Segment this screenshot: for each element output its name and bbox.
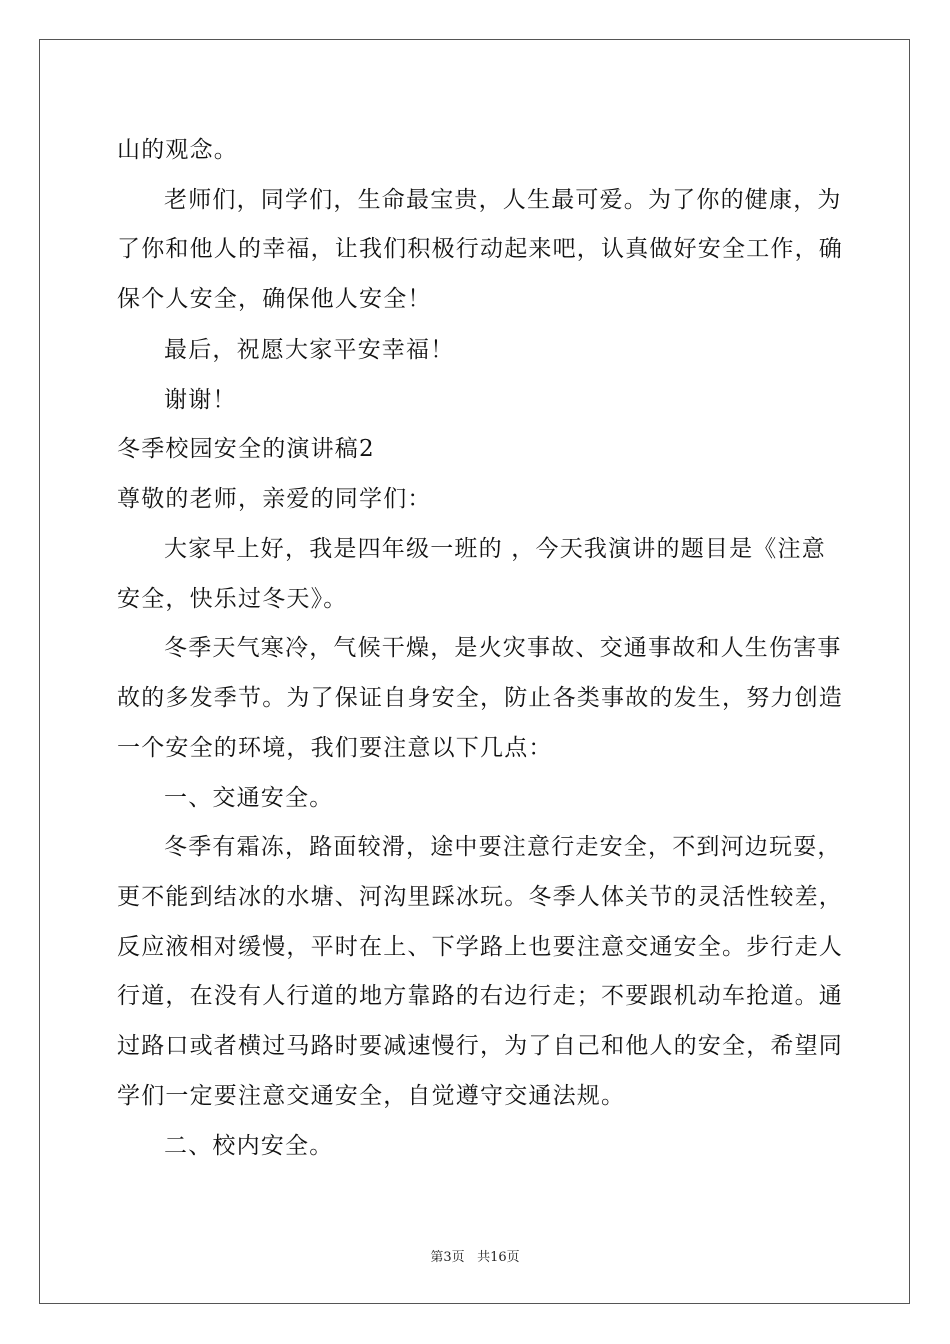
body-line: 山的观念。 (117, 137, 238, 163)
body-line: 保个人安全，确保他人安全！ (117, 286, 432, 312)
section-title: 冬季校园安全的演讲稿2 (117, 436, 375, 462)
body-line: 故的多发季节。为了保证自身安全，防止各类事故的发生，努力创造 (117, 685, 843, 711)
paragraph-start-line: 冬季天气寒冷，气候干燥，是火灾事故、交通事故和人生伤害事 (164, 635, 842, 661)
salutation-line: 尊敬的老师，亲爱的同学们： (117, 486, 432, 512)
page-total: 共16页 (477, 1250, 520, 1265)
paragraph-start-line: 大家早上好，我是四年级一班的 ，今天我演讲的题目是《注意 (164, 536, 826, 562)
page-frame (39, 39, 910, 1304)
body-line: 一个安全的环境，我们要注意以下几点： (117, 735, 553, 761)
subheading-line: 一、交通安全。 (164, 785, 334, 811)
paragraph-start-line: 最后，祝愿大家平安幸福！ (164, 337, 455, 363)
paragraph-start-line: 老师们，同学们，生命最宝贵，人生最可爱。为了你的健康，为 (164, 187, 842, 213)
body-line: 更不能到结冰的水塘、河沟里踩冰玩。冬季人体关节的灵活性较差， (117, 884, 843, 910)
page-footer (0, 1246, 950, 1265)
body-line: 学们一定要注意交通安全，自觉遵守交通法规。 (117, 1083, 626, 1109)
body-line: 行道，在没有人行道的地方靠路的右边行走；不要跟机动车抢道。通 (117, 983, 843, 1009)
paragraph-start-line: 谢谢！ (164, 387, 237, 413)
body-line: 过路口或者横过马路时要减速慢行，为了自己和他人的安全，希望同 (117, 1033, 843, 1059)
body-line: 了你和他人的幸福，让我们积极行动起来吧，认真做好安全工作，确 (117, 236, 843, 262)
page-number: 第3页 (430, 1250, 465, 1265)
body-line: 安全，快乐过冬天》。 (117, 586, 348, 612)
paragraph-start-line: 冬季有霜冻，路面较滑，途中要注意行走安全，不到河边玩耍， (164, 834, 842, 860)
body-line: 反应液相对缓慢，平时在上、下学路上也要注意交通安全。步行走人 (117, 934, 843, 960)
subheading-line: 二、校内安全。 (164, 1133, 334, 1159)
